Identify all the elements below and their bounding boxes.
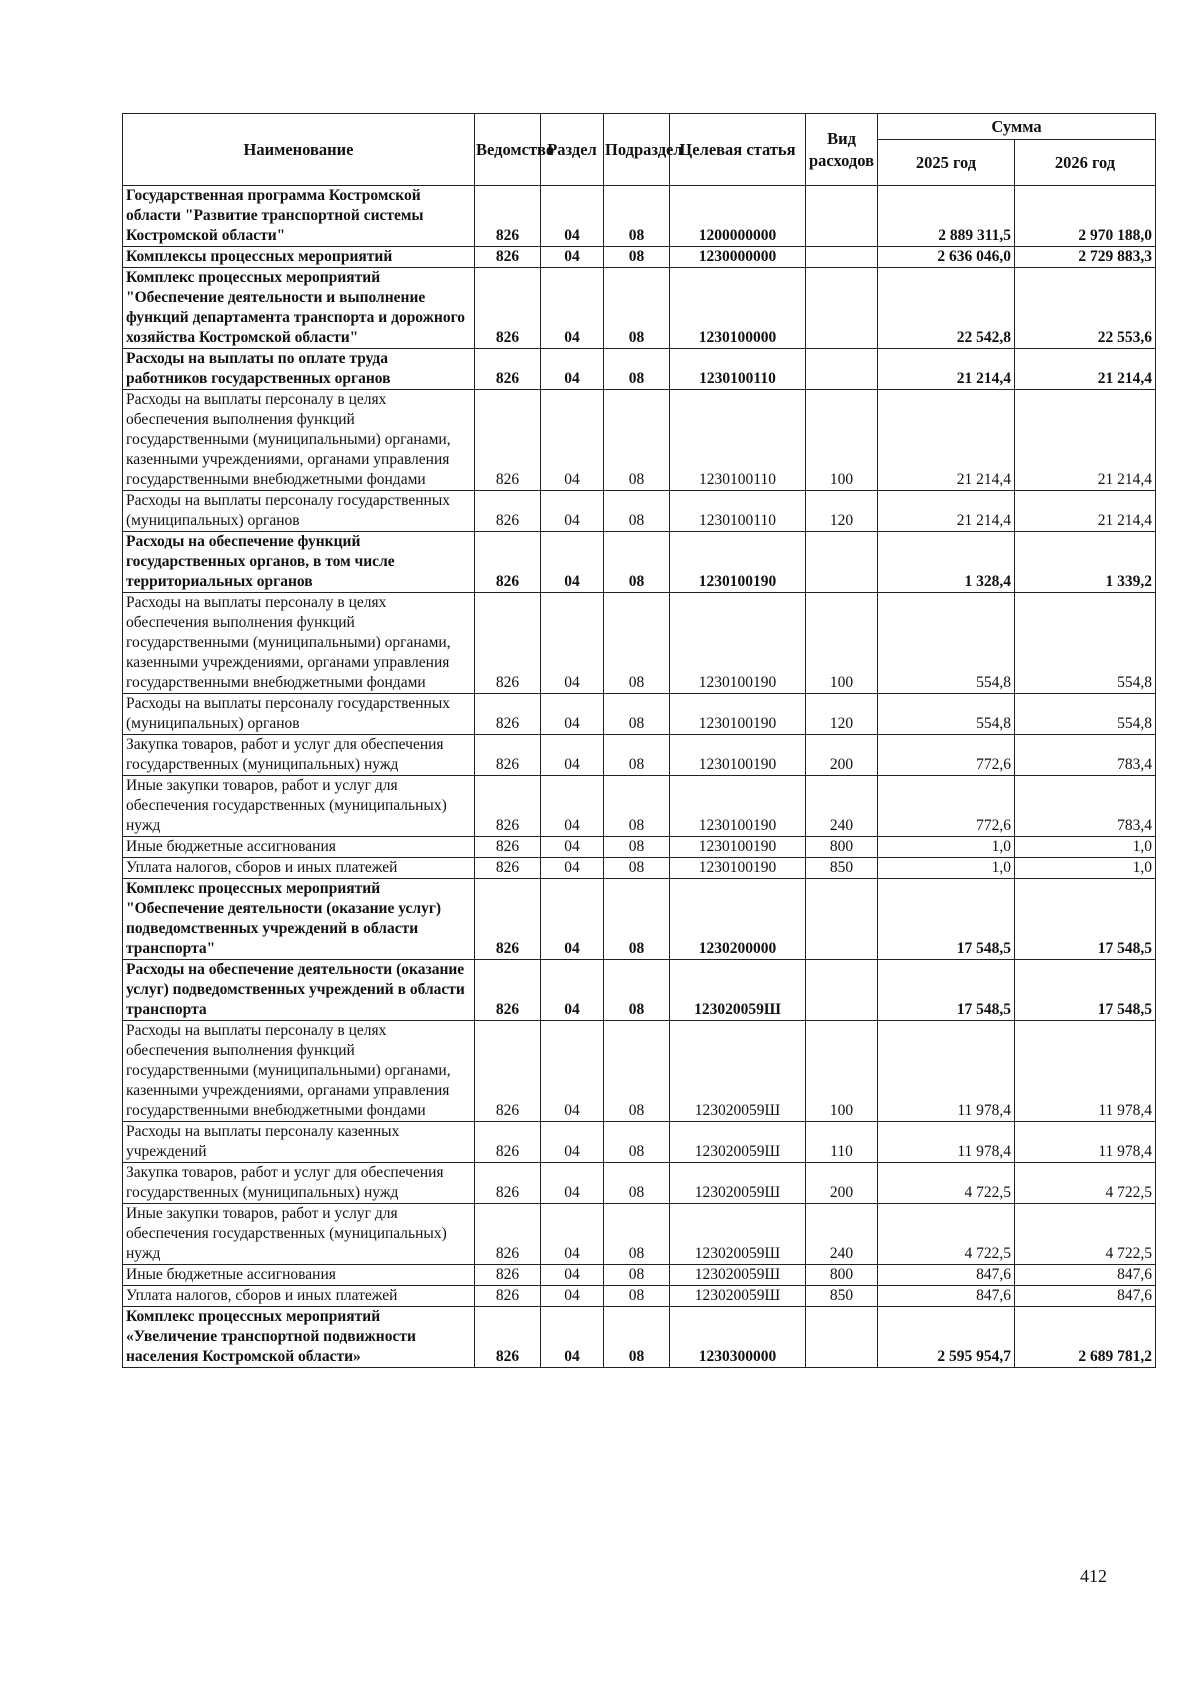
cell-celevaya-statya: 1230200000 <box>670 879 806 960</box>
cell-sum-2026: 4 722,5 <box>1015 1163 1156 1204</box>
cell-podrazdel: 08 <box>604 390 670 491</box>
header-vid-rashodov: Вид расходов <box>806 114 878 186</box>
cell-name: Комплекс процессных мероприятий "Обеспечение деятельности (оказание услуг) подведомственных учреждений в области транспорта" <box>123 879 475 960</box>
cell-sum-2025: 772,6 <box>878 735 1015 776</box>
cell-sum-2026: 2 729 883,3 <box>1015 247 1156 268</box>
cell-celevaya-statya: 1230100190 <box>670 837 806 858</box>
cell-vid-rashodov: 100 <box>806 593 878 694</box>
cell-sum-2025: 11 978,4 <box>878 1021 1015 1122</box>
cell-vid-rashodov <box>806 268 878 349</box>
cell-sum-2026: 1 339,2 <box>1015 532 1156 593</box>
cell-vid-rashodov: 100 <box>806 1021 878 1122</box>
cell-sum-2025: 1 328,4 <box>878 532 1015 593</box>
cell-name: Иные бюджетные ассигнования <box>123 1265 475 1286</box>
cell-celevaya-statya: 1230100110 <box>670 349 806 390</box>
cell-name: Расходы на выплаты персоналу казенных учреждений <box>123 1122 475 1163</box>
cell-vid-rashodov <box>806 247 878 268</box>
cell-name: Расходы на обеспечение деятельности (оказание услуг) подведомственных учреждений в области транспорта <box>123 960 475 1021</box>
cell-vedomstvo: 826 <box>475 390 541 491</box>
budget-table <box>122 113 1156 1368</box>
cell-razdel: 04 <box>541 776 604 837</box>
cell-celevaya-statya: 123020059Ш <box>670 1204 806 1265</box>
cell-podrazdel: 08 <box>604 349 670 390</box>
cell-vid-rashodov: 100 <box>806 390 878 491</box>
cell-name: Расходы на выплаты персоналу в целях обеспечения выполнения функций государственными (муниципальными) органами, казенными учреждениями, органами управления государственными внебюджетными фондами <box>123 390 475 491</box>
table-row <box>123 390 1156 491</box>
table-row <box>123 186 1156 247</box>
cell-sum-2025: 17 548,5 <box>878 960 1015 1021</box>
cell-vid-rashodov: 240 <box>806 776 878 837</box>
cell-name: Расходы на выплаты персоналу государственных (муниципальных) органов <box>123 491 475 532</box>
cell-podrazdel: 08 <box>604 186 670 247</box>
cell-vid-rashodov <box>806 879 878 960</box>
table-row <box>123 858 1156 879</box>
table-row <box>123 960 1156 1021</box>
cell-sum-2025: 21 214,4 <box>878 491 1015 532</box>
cell-vedomstvo: 826 <box>475 694 541 735</box>
cell-sum-2026: 783,4 <box>1015 735 1156 776</box>
cell-celevaya-statya: 1230100190 <box>670 858 806 879</box>
cell-celevaya-statya: 1230100110 <box>670 491 806 532</box>
cell-vid-rashodov: 200 <box>806 735 878 776</box>
cell-vid-rashodov: 800 <box>806 1265 878 1286</box>
table-row <box>123 593 1156 694</box>
cell-sum-2025: 1,0 <box>878 837 1015 858</box>
cell-celevaya-statya: 123020059Ш <box>670 1122 806 1163</box>
cell-celevaya-statya: 1230100190 <box>670 593 806 694</box>
table-row <box>123 247 1156 268</box>
cell-razdel: 04 <box>541 1163 604 1204</box>
cell-sum-2026: 554,8 <box>1015 694 1156 735</box>
cell-podrazdel: 08 <box>604 776 670 837</box>
cell-vedomstvo: 826 <box>475 1163 541 1204</box>
cell-sum-2026: 11 978,4 <box>1015 1122 1156 1163</box>
cell-razdel: 04 <box>541 390 604 491</box>
cell-sum-2026: 2 689 781,2 <box>1015 1307 1156 1368</box>
cell-vedomstvo: 826 <box>475 593 541 694</box>
header-summa: Сумма <box>878 114 1156 140</box>
table-row <box>123 1265 1156 1286</box>
cell-sum-2025: 4 722,5 <box>878 1204 1015 1265</box>
cell-podrazdel: 08 <box>604 532 670 593</box>
cell-celevaya-statya: 1230100000 <box>670 268 806 349</box>
cell-podrazdel: 08 <box>604 247 670 268</box>
cell-celevaya-statya: 1230100190 <box>670 776 806 837</box>
cell-vedomstvo: 826 <box>475 491 541 532</box>
cell-celevaya-statya: 1230100190 <box>670 532 806 593</box>
cell-razdel: 04 <box>541 1204 604 1265</box>
cell-vedomstvo: 826 <box>475 837 541 858</box>
cell-vedomstvo: 826 <box>475 1307 541 1368</box>
cell-vid-rashodov <box>806 532 878 593</box>
table-header <box>123 114 1156 186</box>
header-name: Наименование <box>123 114 475 186</box>
table-row <box>123 1307 1156 1368</box>
cell-sum-2026: 11 978,4 <box>1015 1021 1156 1122</box>
cell-sum-2026: 4 722,5 <box>1015 1204 1156 1265</box>
cell-sum-2026: 17 548,5 <box>1015 879 1156 960</box>
cell-sum-2025: 4 722,5 <box>878 1163 1015 1204</box>
table-row <box>123 879 1156 960</box>
cell-podrazdel: 08 <box>604 735 670 776</box>
cell-vedomstvo: 826 <box>475 735 541 776</box>
cell-celevaya-statya: 1200000000 <box>670 186 806 247</box>
cell-sum-2025: 847,6 <box>878 1286 1015 1307</box>
header-2025: 2025 год <box>878 140 1015 186</box>
cell-sum-2025: 2 595 954,7 <box>878 1307 1015 1368</box>
cell-podrazdel: 08 <box>604 694 670 735</box>
cell-name: Иные закупки товаров, работ и услуг для обеспечения государственных (муниципальных) нужд <box>123 1204 475 1265</box>
header-podrazdel: Подраздел <box>604 114 670 186</box>
cell-podrazdel: 08 <box>604 1286 670 1307</box>
cell-razdel: 04 <box>541 593 604 694</box>
cell-name: Расходы на выплаты персоналу в целях обеспечения выполнения функций государственными (муниципальными) органами, казенными учреждениями, органами управления государственными внебюджетными фондами <box>123 593 475 694</box>
cell-name: Государственная программа Костромской области "Развитие транспортной системы Костромской области" <box>123 186 475 247</box>
cell-vedomstvo: 826 <box>475 1021 541 1122</box>
cell-celevaya-statya: 123020059Ш <box>670 1286 806 1307</box>
table-row <box>123 1204 1156 1265</box>
cell-sum-2025: 1,0 <box>878 858 1015 879</box>
cell-vid-rashodov <box>806 349 878 390</box>
cell-vid-rashodov: 850 <box>806 858 878 879</box>
cell-celevaya-statya: 123020059Ш <box>670 1265 806 1286</box>
cell-razdel: 04 <box>541 491 604 532</box>
cell-vid-rashodov: 120 <box>806 694 878 735</box>
cell-sum-2026: 1,0 <box>1015 837 1156 858</box>
cell-vedomstvo: 826 <box>475 268 541 349</box>
cell-razdel: 04 <box>541 349 604 390</box>
table-row <box>123 776 1156 837</box>
cell-razdel: 04 <box>541 694 604 735</box>
cell-sum-2026: 22 553,6 <box>1015 268 1156 349</box>
cell-vid-rashodov: 200 <box>806 1163 878 1204</box>
cell-vedomstvo: 826 <box>475 247 541 268</box>
cell-vedomstvo: 826 <box>475 186 541 247</box>
cell-podrazdel: 08 <box>604 1021 670 1122</box>
cell-celevaya-statya: 123020059Ш <box>670 1163 806 1204</box>
cell-podrazdel: 08 <box>604 1163 670 1204</box>
cell-name: Уплата налогов, сборов и иных платежей <box>123 1286 475 1307</box>
cell-sum-2025: 22 542,8 <box>878 268 1015 349</box>
cell-vedomstvo: 826 <box>475 858 541 879</box>
cell-vid-rashodov: 120 <box>806 491 878 532</box>
cell-celevaya-statya: 1230300000 <box>670 1307 806 1368</box>
cell-vid-rashodov <box>806 186 878 247</box>
cell-razdel: 04 <box>541 858 604 879</box>
cell-podrazdel: 08 <box>604 1265 670 1286</box>
cell-sum-2025: 2 636 046,0 <box>878 247 1015 268</box>
table-row <box>123 837 1156 858</box>
cell-sum-2025: 554,8 <box>878 593 1015 694</box>
cell-sum-2025: 21 214,4 <box>878 349 1015 390</box>
cell-sum-2026: 21 214,4 <box>1015 349 1156 390</box>
cell-name: Иные бюджетные ассигнования <box>123 837 475 858</box>
cell-razdel: 04 <box>541 268 604 349</box>
table-row <box>123 694 1156 735</box>
cell-name: Иные закупки товаров, работ и услуг для обеспечения государственных (муниципальных) нужд <box>123 776 475 837</box>
cell-razdel: 04 <box>541 837 604 858</box>
cell-celevaya-statya: 123020059Ш <box>670 960 806 1021</box>
table-row <box>123 532 1156 593</box>
cell-sum-2026: 554,8 <box>1015 593 1156 694</box>
cell-podrazdel: 08 <box>604 858 670 879</box>
table-row <box>123 491 1156 532</box>
cell-razdel: 04 <box>541 247 604 268</box>
cell-podrazdel: 08 <box>604 960 670 1021</box>
cell-sum-2026: 17 548,5 <box>1015 960 1156 1021</box>
cell-razdel: 04 <box>541 532 604 593</box>
cell-sum-2026: 2 970 188,0 <box>1015 186 1156 247</box>
cell-vid-rashodov <box>806 1307 878 1368</box>
table-row <box>123 1286 1156 1307</box>
table-row <box>123 1021 1156 1122</box>
cell-sum-2025: 847,6 <box>878 1265 1015 1286</box>
cell-sum-2026: 783,4 <box>1015 776 1156 837</box>
cell-razdel: 04 <box>541 1122 604 1163</box>
cell-razdel: 04 <box>541 1265 604 1286</box>
cell-name: Расходы на выплаты по оплате труда работников государственных органов <box>123 349 475 390</box>
cell-vedomstvo: 826 <box>475 776 541 837</box>
cell-razdel: 04 <box>541 735 604 776</box>
cell-podrazdel: 08 <box>604 1204 670 1265</box>
cell-vid-rashodov <box>806 960 878 1021</box>
cell-razdel: 04 <box>541 1307 604 1368</box>
cell-sum-2026: 847,6 <box>1015 1286 1156 1307</box>
cell-name: Расходы на обеспечение функций государственных органов, в том числе территориальных органов <box>123 532 475 593</box>
cell-vid-rashodov: 850 <box>806 1286 878 1307</box>
cell-razdel: 04 <box>541 186 604 247</box>
cell-vid-rashodov: 800 <box>806 837 878 858</box>
header-vedomstvo: Ведомство <box>475 114 541 186</box>
cell-celevaya-statya: 1230100110 <box>670 390 806 491</box>
cell-sum-2026: 21 214,4 <box>1015 491 1156 532</box>
cell-celevaya-statya: 1230000000 <box>670 247 806 268</box>
table-row <box>123 268 1156 349</box>
cell-sum-2025: 21 214,4 <box>878 390 1015 491</box>
page-number: 412 <box>1080 1566 1107 1586</box>
cell-razdel: 04 <box>541 1286 604 1307</box>
cell-vedomstvo: 826 <box>475 960 541 1021</box>
cell-podrazdel: 08 <box>604 837 670 858</box>
table-row <box>123 1163 1156 1204</box>
cell-name: Расходы на выплаты персоналу в целях обеспечения выполнения функций государственными (муниципальными) органами, казенными учреждениями, органами управления государственными внебюджетными фондами <box>123 1021 475 1122</box>
cell-vedomstvo: 826 <box>475 1122 541 1163</box>
cell-sum-2025: 17 548,5 <box>878 879 1015 960</box>
header-razdel: Раздел <box>541 114 604 186</box>
cell-sum-2025: 11 978,4 <box>878 1122 1015 1163</box>
cell-name: Расходы на выплаты персоналу государственных (муниципальных) органов <box>123 694 475 735</box>
cell-celevaya-statya: 123020059Ш <box>670 1021 806 1122</box>
cell-podrazdel: 08 <box>604 593 670 694</box>
cell-podrazdel: 08 <box>604 1122 670 1163</box>
cell-razdel: 04 <box>541 879 604 960</box>
cell-sum-2026: 847,6 <box>1015 1265 1156 1286</box>
header-2026: 2026 год <box>1015 140 1156 186</box>
table-row <box>123 1122 1156 1163</box>
cell-vedomstvo: 826 <box>475 1204 541 1265</box>
header-celevaya-statya: Целевая статья <box>670 114 806 186</box>
cell-podrazdel: 08 <box>604 879 670 960</box>
cell-sum-2025: 554,8 <box>878 694 1015 735</box>
cell-vid-rashodov: 110 <box>806 1122 878 1163</box>
table-row <box>123 349 1156 390</box>
cell-vedomstvo: 826 <box>475 1286 541 1307</box>
cell-vedomstvo: 826 <box>475 879 541 960</box>
cell-name: Комплексы процессных мероприятий <box>123 247 475 268</box>
cell-celevaya-statya: 1230100190 <box>670 735 806 776</box>
cell-celevaya-statya: 1230100190 <box>670 694 806 735</box>
cell-podrazdel: 08 <box>604 268 670 349</box>
cell-podrazdel: 08 <box>604 1307 670 1368</box>
cell-razdel: 04 <box>541 960 604 1021</box>
cell-name: Комплекс процессных мероприятий «Увеличение транспортной подвижности населения Костромской области» <box>123 1307 475 1368</box>
cell-sum-2026: 1,0 <box>1015 858 1156 879</box>
cell-sum-2025: 2 889 311,5 <box>878 186 1015 247</box>
cell-name: Комплекс процессных мероприятий "Обеспечение деятельности и выполнение функций департамента транспорта и дорожного хозяйства Костромской области" <box>123 268 475 349</box>
cell-sum-2026: 21 214,4 <box>1015 390 1156 491</box>
cell-vid-rashodov: 240 <box>806 1204 878 1265</box>
table-row <box>123 735 1156 776</box>
cell-podrazdel: 08 <box>604 491 670 532</box>
cell-sum-2025: 772,6 <box>878 776 1015 837</box>
cell-razdel: 04 <box>541 1021 604 1122</box>
cell-vedomstvo: 826 <box>475 532 541 593</box>
table-body <box>123 186 1156 1368</box>
cell-name: Закупка товаров, работ и услуг для обеспечения государственных (муниципальных) нужд <box>123 735 475 776</box>
cell-vedomstvo: 826 <box>475 1265 541 1286</box>
cell-vedomstvo: 826 <box>475 349 541 390</box>
cell-name: Закупка товаров, работ и услуг для обеспечения государственных (муниципальных) нужд <box>123 1163 475 1204</box>
cell-name: Уплата налогов, сборов и иных платежей <box>123 858 475 879</box>
